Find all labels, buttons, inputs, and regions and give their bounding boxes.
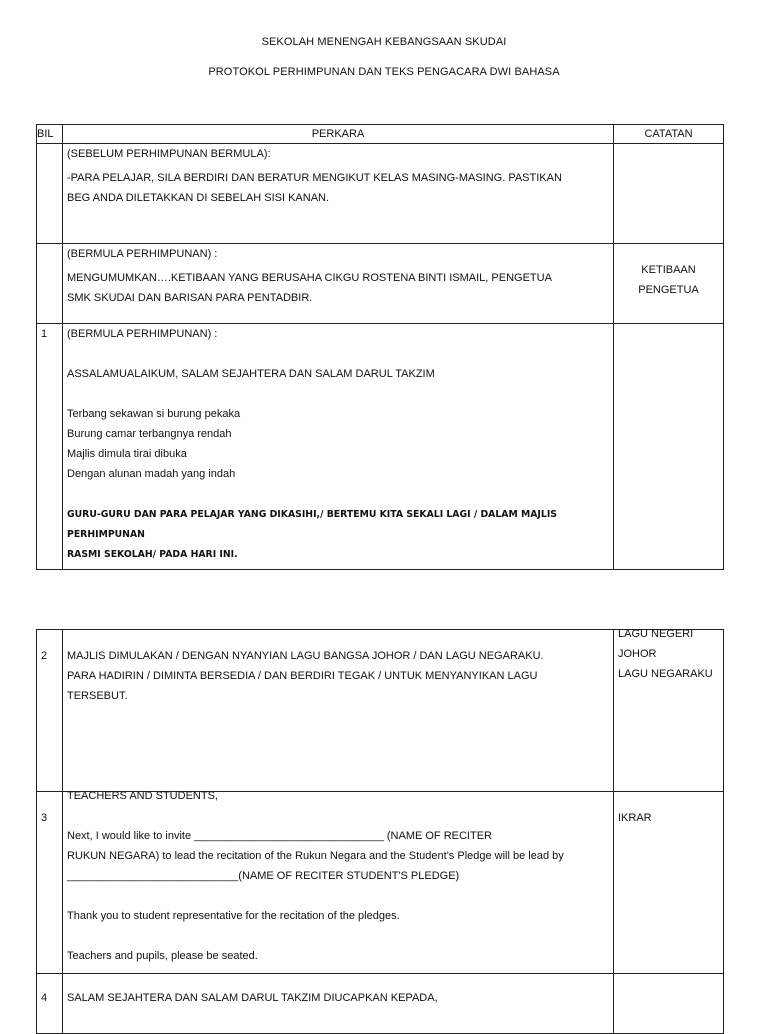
header-perkara: PERKARA: [63, 125, 614, 144]
row-catatan: [614, 974, 724, 1034]
row-text: -PARA PELAJAR, SILA BERDIRI DAN BERATUR MENGIKUT KELAS MASING-MASING. PASTIKAN: [67, 172, 562, 184]
row-heading: (SEBELUM PERHIMPUNAN BERMULA):: [67, 148, 271, 160]
row-bil: [37, 144, 63, 244]
row-text: BEG ANDA DILETAKKAN DI SEBELAH SISI KANAN.: [67, 192, 330, 204]
protocol-table-2: [36, 629, 724, 1034]
bold-text: RASMI SEKOLAH/ PADA HARI INI.: [67, 549, 238, 560]
pantun-line: Terbang sekawan si burung pekaka: [67, 408, 241, 420]
greeting-text: ASSALAMUALAIKUM, SALAM SEJAHTERA DAN SALAM DARUL TAKZIM: [67, 368, 435, 380]
row-text: PARA HADIRIN / DIMINTA BERSEDIA / DAN BERDIRI TEGAK / UNTUK MENYANYIKAN LAGU: [67, 670, 538, 682]
catatan-text: PENGETUA: [638, 284, 699, 296]
row-bil: 2: [37, 630, 63, 792]
row-perkara: [63, 792, 614, 974]
row-text: Next, I would like to invite _______________________________ (NAME OF RECITER: [67, 830, 492, 842]
row-catatan: [614, 630, 724, 792]
row-text: ____________________________(NAME OF RECITER STUDENT'S PLEDGE): [67, 870, 460, 882]
row-heading: (BERMULA PERHIMPUNAN) :: [67, 328, 218, 340]
table-row: [37, 974, 724, 1034]
row-heading: (BERMULA PERHIMPUNAN) :: [67, 248, 218, 260]
row-perkara: [63, 630, 614, 792]
header-bil: BIL: [37, 125, 63, 144]
table-row: [37, 144, 724, 244]
row-heading: TEACHERS AND STUDENTS,: [67, 790, 218, 802]
row-perkara: [63, 974, 614, 1034]
row-catatan: [614, 324, 724, 570]
table-row: [37, 244, 724, 324]
row-text: MAJLIS DIMULAKAN / DENGAN NYANYIAN LAGU BANGSA JOHOR / DAN LAGU NEGARAKU.: [67, 650, 544, 662]
row-bil: 1: [37, 324, 63, 570]
bold-text: GURU-GURU DAN PARA PELAJAR YANG DIKASIHI,/ BERTEMU KITA SEKALI LAGI / DALAM MAJLIS PERHIMPUNAN: [67, 509, 557, 540]
row-catatan: [614, 792, 724, 974]
row-text: MENGUMUMKAN….KETIBAAN YANG BERUSAHA CIKGU ROSTENA BINTI ISMAIL, PENGETUA: [67, 272, 552, 284]
catatan-text: LAGU NEGERI: [618, 628, 694, 640]
catatan-text: IKRAR: [618, 812, 652, 824]
row-catatan: [614, 244, 724, 324]
row-catatan: [614, 144, 724, 244]
row-perkara: [63, 324, 614, 570]
row-bil: [37, 244, 63, 324]
catatan-text: KETIBAAN: [641, 264, 696, 276]
row-perkara: [63, 244, 614, 324]
row-perkara: [63, 144, 614, 244]
header-catatan: CATATAN: [614, 125, 724, 144]
row-bil: 4: [37, 974, 63, 1034]
table-row: [37, 792, 724, 974]
pantun-line: Majlis dimula tirai dibuka: [67, 448, 187, 460]
pantun-line: Burung camar terbangnya rendah: [67, 428, 232, 440]
catatan-text: JOHOR: [618, 648, 657, 660]
school-name: SEKOLAH MENENGAH KEBANGSAAN SKUDAI: [261, 36, 507, 48]
row-text: TERSEBUT.: [67, 690, 128, 702]
document-subtitle: PROTOKOL PERHIMPUNAN DAN TEKS PENGACARA DWI BAHASA: [208, 66, 560, 78]
table-row: [37, 324, 724, 570]
protocol-table-1: [36, 124, 724, 570]
row-bil: 3: [37, 792, 63, 974]
table-row: [37, 630, 724, 792]
table-header-row: [37, 125, 724, 144]
pantun-line: Dengan alunan madah yang indah: [67, 468, 236, 480]
row-text: RUKUN NEGARA) to lead the recitation of the Rukun Negara and the Student's Pledge will be lead by: [67, 850, 564, 862]
row-text: SMK SKUDAI DAN BARISAN PARA PENTADBIR.: [67, 292, 313, 304]
row-text: Thank you to student representative for the recitation of the pledges.: [67, 910, 400, 922]
catatan-text: LAGU NEGARAKU: [618, 668, 713, 680]
row-text: Teachers and pupils, please be seated.: [67, 950, 258, 962]
row-text: SALAM SEJAHTERA DAN SALAM DARUL TAKZIM DIUCAPKAN KEPADA,: [67, 992, 438, 1004]
